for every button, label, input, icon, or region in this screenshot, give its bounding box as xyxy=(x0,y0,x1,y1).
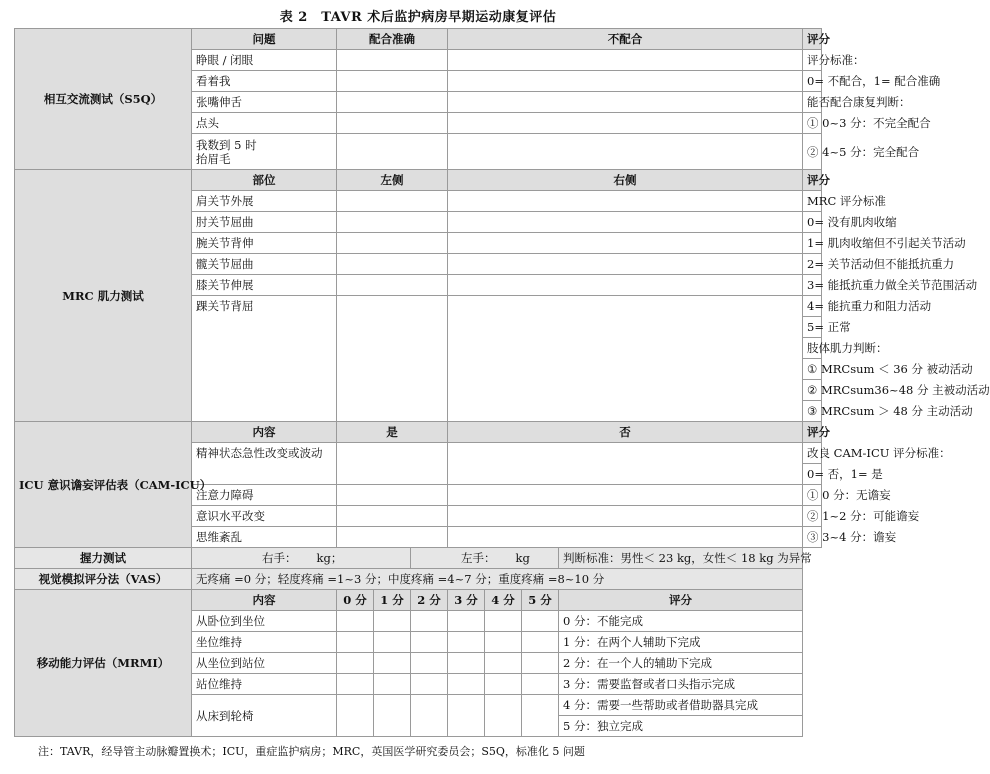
s5q-item xyxy=(192,134,337,170)
mrc-cell xyxy=(337,275,448,296)
s5q-cell xyxy=(448,71,803,92)
cam-header-content: 内容 xyxy=(192,422,337,443)
mrc-item: 踝关节背屈 xyxy=(192,296,337,422)
mrc-cell xyxy=(337,212,448,233)
mrmi-score-line: 1 分：在两个人辅助下完成 xyxy=(559,632,803,653)
mrmi-cell xyxy=(522,674,559,695)
mrmi-cell xyxy=(337,611,374,632)
cam-section-label: ICU 意识谵妄评估表（CAM-ICU） xyxy=(15,422,192,548)
mrmi-cell xyxy=(374,632,411,653)
mrc-score-line: 4= 能抗重力和阻力活动 xyxy=(803,296,822,317)
mrmi-header-2: 2 分 xyxy=(411,590,448,611)
s5q-score-line: ② 4~5 分：完全配合 xyxy=(803,134,822,170)
table-caption: 表 2 TAVR 术后监护病房早期运动康复评估 xyxy=(279,10,557,25)
mrc-cell xyxy=(448,296,803,422)
s5q-item: 张嘴伸舌 xyxy=(192,92,337,113)
cam-score-line: 改良 CAM-ICU 评分标准： xyxy=(803,443,822,464)
mrmi-cell xyxy=(448,611,485,632)
cam-score-line: ③ 3~4 分：谵妄 xyxy=(803,527,822,548)
mrmi-header-1: 1 分 xyxy=(374,590,411,611)
grip-right-label: 右手： xyxy=(262,551,297,565)
mrmi-cell xyxy=(485,653,522,674)
s5q-cell xyxy=(448,134,803,170)
s5q-cell xyxy=(448,50,803,71)
mrc-header-right: 右侧 xyxy=(448,170,803,191)
mrc-section-label: MRC 肌力测试 xyxy=(15,170,192,422)
mrc-item: 肘关节屈曲 xyxy=(192,212,337,233)
mrc-cell xyxy=(337,191,448,212)
cam-item: 思维紊乱 xyxy=(192,527,337,548)
mrmi-cell xyxy=(448,653,485,674)
mrc-score-line: 0= 没有肌肉收缩 xyxy=(803,212,822,233)
mrmi-cell xyxy=(411,632,448,653)
mrmi-cell xyxy=(448,674,485,695)
mrmi-cell xyxy=(485,632,522,653)
cam-score-line: 0= 否，1= 是 xyxy=(803,464,822,485)
mrmi-cell xyxy=(411,653,448,674)
cam-header-score: 评分 xyxy=(803,422,822,443)
s5q-header-incorrect: 不配合 xyxy=(448,29,803,50)
mrc-item: 腕关节背伸 xyxy=(192,233,337,254)
mrmi-header-4: 4 分 xyxy=(485,590,522,611)
mrmi-cell xyxy=(485,695,522,737)
grip-left-unit: kg xyxy=(515,551,530,565)
cam-header-no: 否 xyxy=(448,422,803,443)
mrc-item: 髋关节屈曲 xyxy=(192,254,337,275)
mrmi-cell xyxy=(522,695,559,737)
table-footnote: 注：TAVR，经导管主动脉瓣置换术；ICU，重症监护病房；MRC，英国医学研究委员会；S5Q，标准化 5 问题 xyxy=(38,745,585,758)
grip-criteria: 判断标准：男性＜ 23 kg，女性＜ 18 kg 为异常 xyxy=(559,548,803,569)
cam-item: 注意力障碍 xyxy=(192,485,337,506)
mrc-cell xyxy=(448,191,803,212)
mrmi-cell xyxy=(522,611,559,632)
mrmi-header-score: 评分 xyxy=(559,590,803,611)
mrmi-score-line: 5 分：独立完成 xyxy=(559,716,803,737)
assessment-table xyxy=(14,28,990,737)
mrmi-cell xyxy=(337,695,374,737)
cam-header-yes: 是 xyxy=(337,422,448,443)
mrc-header-part: 部位 xyxy=(192,170,337,191)
mrmi-item: 从卧位到坐位 xyxy=(192,611,337,632)
mrmi-section-label: 移动能力评估（MRMI） xyxy=(15,590,192,737)
mrc-score-line: MRC 评分标准 xyxy=(803,191,822,212)
s5q-cell xyxy=(337,50,448,71)
vas-text: 无疼痛 =0 分；轻度疼痛 =1~3 分；中度疼痛 =4~7 分；重度疼痛 =8~10 分 xyxy=(192,569,803,590)
s5q-section-label: 相互交流测试（S5Q） xyxy=(15,29,192,170)
cam-cell xyxy=(448,506,803,527)
s5q-cell xyxy=(337,113,448,134)
mrmi-cell xyxy=(485,674,522,695)
vas-section-label: 视觉模拟评分法（VAS） xyxy=(15,569,192,590)
mrc-header-score: 评分 xyxy=(803,170,822,191)
mrc-score-line: ① MRCsum ＜ 36 分 被动活动 xyxy=(803,359,822,380)
mrmi-cell xyxy=(374,674,411,695)
mrc-item: 肩关节外展 xyxy=(192,191,337,212)
mrmi-item: 坐位维持 xyxy=(192,632,337,653)
s5q-item-line: 我数到 5 时 xyxy=(196,137,257,152)
mrmi-header-5: 5 分 xyxy=(522,590,559,611)
s5q-item-line: 抬眉毛 xyxy=(196,151,231,166)
cam-cell xyxy=(337,485,448,506)
grip-right-unit: kg； xyxy=(316,551,343,565)
cam-item: 精神状态急性改变或波动 xyxy=(192,443,337,485)
mrmi-header-3: 3 分 xyxy=(448,590,485,611)
s5q-cell xyxy=(337,92,448,113)
cam-cell xyxy=(448,485,803,506)
mrmi-cell xyxy=(374,611,411,632)
cam-score-line: ① 0 分：无谵妄 xyxy=(803,485,822,506)
mrmi-item: 站位维持 xyxy=(192,674,337,695)
mrmi-header-0: 0 分 xyxy=(337,590,374,611)
cam-cell xyxy=(448,443,803,485)
mrmi-cell xyxy=(411,611,448,632)
mrmi-item: 从坐位到站位 xyxy=(192,653,337,674)
mrc-cell xyxy=(448,212,803,233)
mrc-score-line: 3= 能抵抗重力做全关节范围活动 xyxy=(803,275,822,296)
s5q-score-line: 评分标准： xyxy=(803,50,822,71)
s5q-cell xyxy=(337,71,448,92)
mrc-cell xyxy=(448,233,803,254)
mrmi-header-content: 内容 xyxy=(192,590,337,611)
mrmi-cell xyxy=(448,632,485,653)
mrc-score-line: 1= 肌肉收缩但不引起关节活动 xyxy=(803,233,822,254)
mrmi-cell xyxy=(411,695,448,737)
s5q-cell xyxy=(337,134,448,170)
mrmi-cell xyxy=(374,695,411,737)
mrmi-cell xyxy=(448,695,485,737)
mrc-item: 膝关节伸展 xyxy=(192,275,337,296)
mrc-cell xyxy=(337,233,448,254)
mrc-score-line: ② MRCsum36~48 分 主被动活动 xyxy=(803,380,822,401)
mrc-cell xyxy=(448,254,803,275)
mrmi-cell xyxy=(485,611,522,632)
mrmi-cell xyxy=(337,653,374,674)
s5q-header-score: 评分 xyxy=(803,29,822,50)
mrmi-item: 从床到轮椅 xyxy=(192,695,337,737)
mrc-score-line: ③ MRCsum ＞ 48 分 主动活动 xyxy=(803,401,822,422)
s5q-score-line: 0= 不配合，1= 配合准确 xyxy=(803,71,822,92)
s5q-score-line: ① 0~3 分：不完全配合 xyxy=(803,113,822,134)
grip-section-label: 握力测试 xyxy=(15,548,192,569)
mrmi-score-line: 2 分：在一个人的辅助下完成 xyxy=(559,653,803,674)
mrc-score-line: 肢体肌力判断： xyxy=(803,338,822,359)
cam-cell xyxy=(448,527,803,548)
mrmi-cell xyxy=(522,653,559,674)
cam-score-line: ② 1~2 分：可能谵妄 xyxy=(803,506,822,527)
cam-cell xyxy=(337,443,448,485)
mrmi-score-line: 4 分：需要一些帮助或者借助器具完成 xyxy=(559,695,803,716)
mrmi-score-line: 0 分：不能完成 xyxy=(559,611,803,632)
mrmi-cell xyxy=(411,674,448,695)
mrc-cell xyxy=(337,296,448,422)
cam-item: 意识水平改变 xyxy=(192,506,337,527)
mrc-cell xyxy=(337,254,448,275)
s5q-score-line: 能否配合康复判断： xyxy=(803,92,822,113)
mrc-header-left: 左侧 xyxy=(337,170,448,191)
s5q-header-question: 问题 xyxy=(192,29,337,50)
mrmi-cell xyxy=(337,674,374,695)
mrmi-score-line: 3 分：需要监督或者口头指示完成 xyxy=(559,674,803,695)
mrc-cell xyxy=(448,275,803,296)
mrc-score-line: 5= 正常 xyxy=(803,317,822,338)
s5q-cell xyxy=(448,113,803,134)
grip-left-label: 左手： xyxy=(461,551,496,565)
s5q-item: 睁眼 / 闭眼 xyxy=(192,50,337,71)
mrmi-cell xyxy=(374,653,411,674)
s5q-item: 点头 xyxy=(192,113,337,134)
s5q-header-correct: 配合准确 xyxy=(337,29,448,50)
grip-right xyxy=(192,548,411,569)
cam-cell xyxy=(337,506,448,527)
cam-cell xyxy=(337,527,448,548)
mrmi-cell xyxy=(522,632,559,653)
mrc-score-line: 2= 关节活动但不能抵抗重力 xyxy=(803,254,822,275)
s5q-item: 看着我 xyxy=(192,71,337,92)
grip-left xyxy=(411,548,559,569)
mrmi-cell xyxy=(337,632,374,653)
s5q-cell xyxy=(448,92,803,113)
